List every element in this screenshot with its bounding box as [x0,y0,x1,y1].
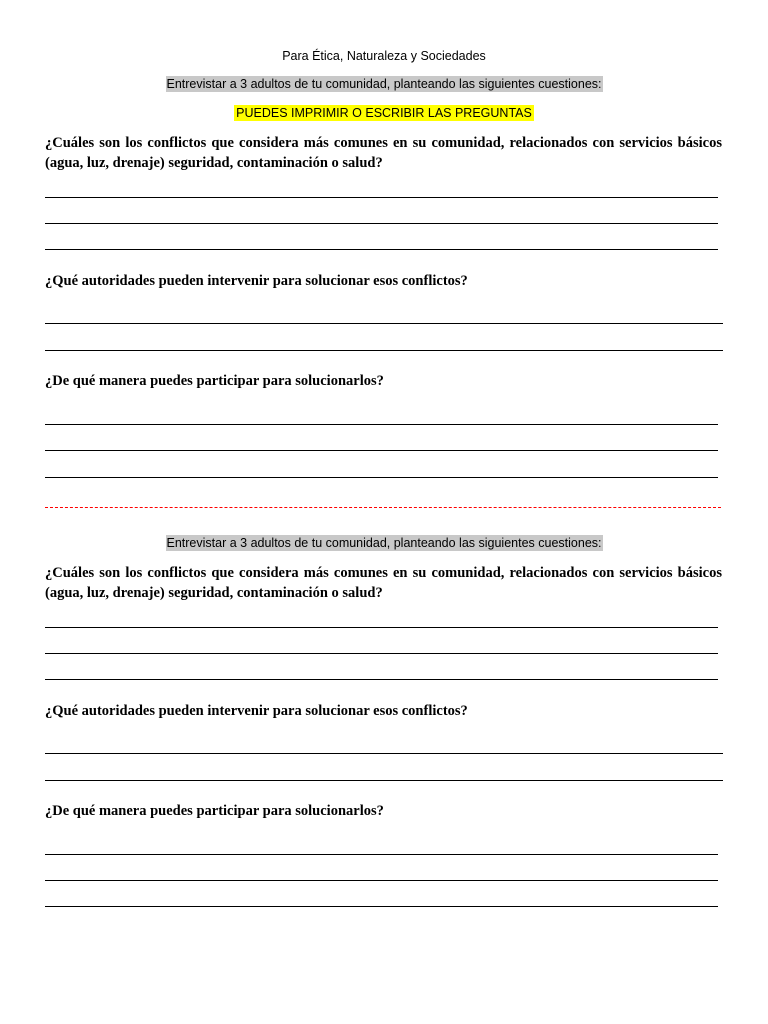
question-authorities: ¿Qué autoridades pueden intervenir para solucionar esos conflictos? [45,273,468,289]
instruction-line [0,76,768,92]
answer-line[interactable] [45,223,718,224]
answer-line[interactable] [45,906,718,907]
question-conflicts-2: ¿Cuáles son los conflictos que considera más comunes en su comunidad, relacionados con servicios básicos (agua, luz, drenaje) seguridad, contaminación o salud? [45,565,722,601]
instruction-line-2 [0,535,768,551]
answer-line[interactable] [45,350,723,351]
answer-line[interactable] [45,197,718,198]
answer-line[interactable] [45,450,718,451]
answer-line[interactable] [45,424,718,425]
answer-line[interactable] [45,627,718,628]
question-participation: ¿De qué manera puedes participar para solucionarlos? [45,373,384,389]
answer-line[interactable] [45,880,718,881]
answer-line[interactable] [45,653,718,654]
instruction-text: Entrevistar a 3 adultos de tu comunidad, planteando las siguientes cuestiones: [166,77,602,91]
answer-line[interactable] [45,679,718,680]
answer-line[interactable] [45,249,718,250]
cut-separator [45,507,721,508]
instruction-text-2: Entrevistar a 3 adultos de tu comunidad, planteando las siguientes cuestiones: [166,536,602,550]
answer-line[interactable] [45,780,723,781]
answer-line[interactable] [45,323,723,324]
answer-line[interactable] [45,477,718,478]
question-participation-2: ¿De qué manera puedes participar para solucionarlos? [45,803,384,819]
question-authorities-2: ¿Qué autoridades pueden intervenir para solucionar esos conflictos? [45,703,468,719]
answer-line[interactable] [45,854,718,855]
notice-line [0,105,768,121]
question-conflicts: ¿Cuáles son los conflictos que considera más comunes en su comunidad, relacionados con servicios básicos (agua, luz, drenaje) seguridad, contaminación o salud? [45,135,722,171]
answer-line[interactable] [45,753,723,754]
page-title: Para Ética, Naturaleza y Sociedades [282,49,486,63]
notice-text: PUEDES IMPRIMIR O ESCRIBIR LAS PREGUNTAS [236,106,532,120]
